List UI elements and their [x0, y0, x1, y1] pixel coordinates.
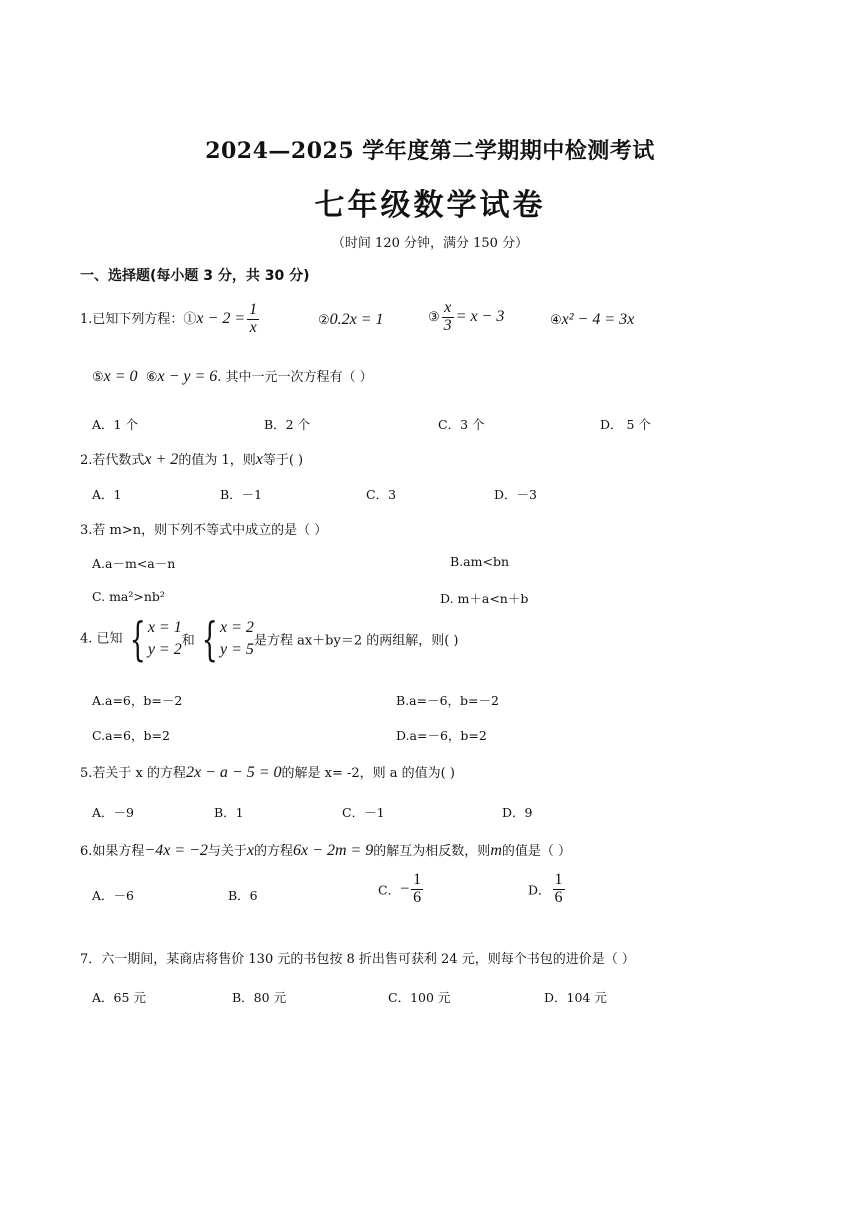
q7-option-c: C．100 元	[388, 990, 451, 1005]
q2-option-b: B．－1	[220, 487, 263, 502]
q4-option-b: B.a=－6，b=－2	[396, 693, 499, 708]
q1-equation-6: x − y = 6	[157, 368, 218, 385]
question-1-prefix: 1.已知下列方程：	[80, 311, 184, 327]
q1-eq3-numerator: x	[444, 299, 452, 316]
q1-option-c: C．3 个	[438, 417, 485, 432]
q6-suffix: 的值是（ ）	[501, 844, 572, 859]
question-1-line-2	[92, 366, 373, 386]
q6-prefix: 6.如果方程	[80, 844, 145, 859]
q1-circle-5: ⑤	[92, 370, 104, 385]
exam-title: 七年级数学试卷	[314, 188, 546, 223]
q2-option-d: D．－3	[494, 487, 537, 502]
q4-option-a: A.a=6，b=－2	[92, 693, 183, 708]
q4-brace-1: {	[129, 612, 146, 666]
q4-system-1-line-2: y = 2	[147, 641, 182, 658]
q6-variable-m: m	[490, 842, 502, 859]
q1-circle-4: ④	[550, 313, 562, 328]
q2-option-c: C．3	[366, 487, 397, 502]
q4-system-1-line-1: x = 1	[147, 619, 182, 636]
q4-system-2-line-2: y = 5	[220, 641, 254, 658]
q1-equation-2: 0.2x = 1	[329, 311, 384, 328]
exam-time-info: （时间 120 分钟，满分 150 分）	[331, 236, 529, 251]
q6-mid-3: 的解互为相反数，则	[373, 844, 491, 859]
q7-option-a: A．65 元	[92, 990, 146, 1005]
q4-brace-2: {	[201, 612, 218, 666]
q3-option-b: B.am<bn	[450, 554, 509, 569]
q6-option-c-denominator: 6	[413, 888, 422, 906]
q2-expression: x + 2	[144, 451, 179, 468]
q4-prefix: 4. 已知	[80, 631, 123, 647]
q4-suffix: 是方程 ax＋by＝2 的两组解，则( )	[253, 633, 459, 649]
exam-header: 2024—2025 学年度第二学期期中检测考试	[205, 138, 655, 164]
q6-option-c-numerator: 1	[413, 871, 422, 888]
q1-equation-2-wrap	[318, 311, 384, 329]
q5-option-d: D．9	[502, 805, 533, 820]
q2-suffix: 等于( )	[262, 453, 304, 468]
q6-option-d-denominator: 6	[554, 888, 563, 906]
question-2	[80, 449, 303, 469]
q6-option-d-fraction	[553, 872, 565, 907]
q2-prefix: 2.若代数式	[80, 453, 145, 468]
q6-expression-2: 6x − 2m = 9	[293, 842, 374, 859]
q1-equation-3-rhs: = x − 3	[455, 307, 505, 325]
q3-option-d: D. m＋a<n＋b	[440, 591, 529, 606]
q1-option-d: D． 5 个	[600, 417, 651, 432]
q1-equation-4: x² − 4 = 3x	[561, 311, 635, 328]
q1-circle-2: ②	[318, 313, 330, 328]
q6-mid-2: 的方程	[254, 844, 294, 859]
q3-option-a: A.a－m<a－n	[92, 556, 176, 571]
q1-equation-4-wrap	[550, 311, 634, 329]
question-1-suffix: . 其中一元一次方程有（ ）	[217, 370, 373, 385]
q5-option-a: A．－9	[92, 805, 134, 820]
q5-prefix: 5.若关于 x 的方程	[80, 766, 186, 781]
q4-option-d: D.a=－6，b=2	[396, 728, 487, 743]
q3-option-c: C. ma²>nb²	[92, 589, 165, 604]
question-6	[80, 840, 571, 860]
q5-option-b: B．1	[214, 805, 244, 820]
q6-option-d-label: D．	[528, 882, 551, 898]
q1-equation-1: x − 2 =	[196, 309, 246, 327]
q1-option-b: B．2 个	[264, 417, 311, 432]
q1-option-a: A．1 个	[92, 417, 138, 432]
q5-expression: 2x − a − 5 = 0	[186, 764, 282, 781]
q5-option-c: C．－1	[342, 805, 385, 820]
q7-option-b: B．80 元	[232, 990, 287, 1005]
q1-equation-3-fraction	[442, 300, 454, 335]
q1-eq3-denominator: 3	[443, 316, 452, 334]
q6-mid-1: 与关于	[207, 844, 247, 859]
q2-option-a: A．1	[92, 487, 122, 502]
q6-option-d	[528, 872, 567, 907]
q1-eq1-numerator: 1	[249, 301, 258, 318]
q4-option-c: C.a=6，b=2	[92, 728, 170, 743]
q1-circle-6: ⑥	[145, 370, 158, 385]
q1-circle-3: ③	[428, 309, 440, 325]
question-5	[80, 762, 455, 782]
q7-option-d: D．104 元	[544, 990, 607, 1005]
q6-option-c-sign: −	[400, 880, 410, 898]
q2-mid: 的值为 1，则	[178, 453, 256, 468]
q1-eq1-denominator: x	[247, 319, 259, 337]
q1-circle-1: ①	[183, 311, 197, 327]
q6-expression-1: −4x = −2	[144, 842, 208, 859]
q1-equation-3-wrap	[428, 300, 504, 335]
q6-option-c-fraction	[411, 872, 423, 907]
q1-equation-1-fraction	[247, 302, 259, 337]
question-4	[80, 612, 459, 666]
q6-option-d-numerator: 1	[554, 871, 563, 888]
q2-variable: x	[255, 451, 263, 468]
q4-mid: 和	[181, 633, 195, 649]
q6-option-c	[378, 872, 425, 907]
q4-system-1	[123, 612, 182, 666]
question-3: 3.若 m>n，则下列不等式中成立的是（ ）	[80, 523, 328, 538]
q6-option-b: B．6	[228, 888, 258, 903]
q6-option-a: A．－6	[92, 888, 134, 903]
section-title: 一、选择题(每小题 3 分，共 30 分)	[80, 268, 310, 284]
q5-suffix: 的解是 x= -2，则 a 的值为( )	[281, 766, 455, 781]
q1-equation-5: x = 0	[103, 368, 138, 385]
q6-variable-x: x	[246, 842, 255, 859]
question-7: 7．六一期间，某商店将售价 130 元的书包按 8 折出售可获利 24 元，则每个书包的进价是（ ）	[80, 952, 635, 967]
q4-system-2	[195, 612, 254, 666]
question-1	[80, 302, 261, 337]
q4-system-2-line-1: x = 2	[220, 619, 254, 636]
q6-option-c-label: C．	[378, 882, 401, 898]
